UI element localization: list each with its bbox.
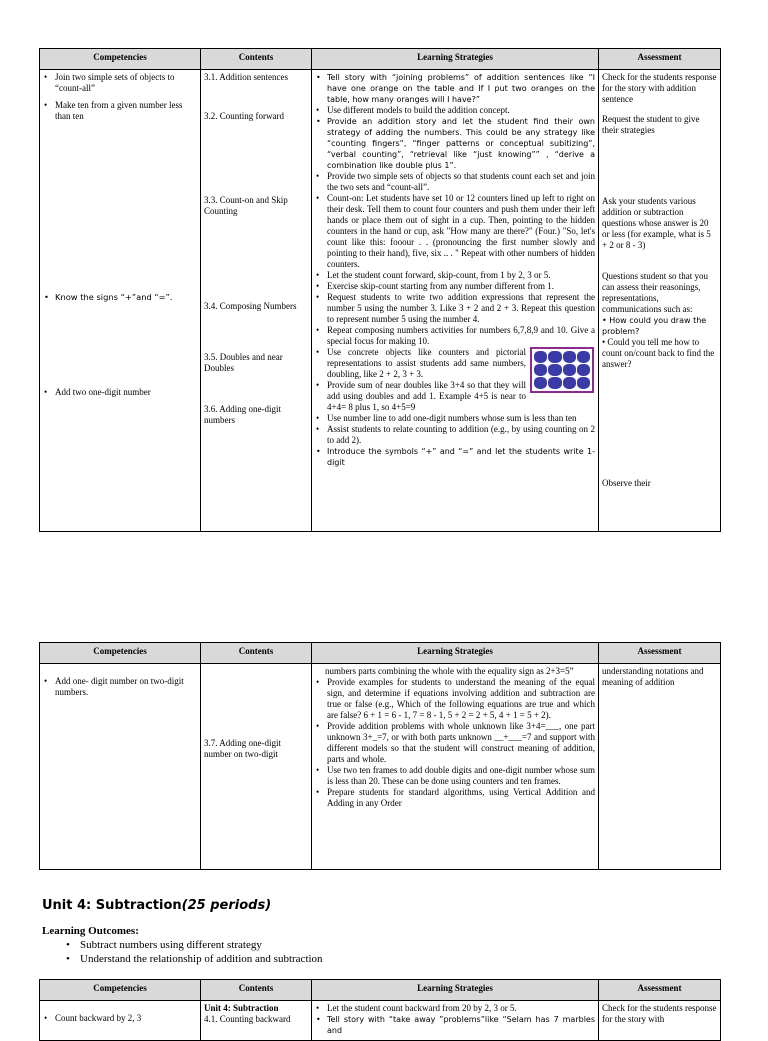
competency-item: • Know the signs “+”and “=”. <box>43 292 197 303</box>
header-competencies: Competencies <box>40 49 201 70</box>
strategy-item: • Provide an addition story and let the student find their own strategy of adding the numbers. This could be any strategy like “counting fingers”, “finger patterns or conceptual subitizing”, “verbal counting”, “retrieval like “just knowing”” , “derive a combination like double plus 1”. <box>315 116 595 171</box>
assessment-cell <box>599 70 721 532</box>
curriculum-table-1 <box>39 48 721 532</box>
header-contents: Contents <box>201 980 312 1001</box>
content-item: 3.3. Count-on and Skip Counting <box>204 195 288 216</box>
curriculum-table-2 <box>39 642 721 870</box>
strategy-item: • Tell story with “take away ”problems”like “Selam has 7 marbles and <box>315 1014 595 1036</box>
content-item: 3.2. Counting forward <box>204 111 284 121</box>
learning-outcomes-label: Learning Outcomes: <box>42 925 139 937</box>
curriculum-table-3 <box>39 979 721 1041</box>
content-item: 3.5. Doubles and near Doubles <box>204 352 283 373</box>
strategy-item: • Repeat composing numbers activities for numbers 6,7,8,9 and 10. Give a special focus for making 10. <box>315 325 595 347</box>
header-contents: Contents <box>201 49 312 70</box>
strategy-item: • Tell story with “joining problems” of addition sentences like “I have one orange on the table and If I put two oranges on the table, how many oranges will I have?” <box>315 72 595 105</box>
header-learning-strategies: Learning Strategies <box>312 980 599 1001</box>
outcome-item: • Understand the relationship of addition and subtraction <box>80 952 323 966</box>
strategy-item: • Prepare students for standard algorithms, using Vertical Addition and Adding in any Order <box>315 787 595 809</box>
content-item: 3.4. Composing Numbers <box>204 301 297 311</box>
assessment-item: Ask your students various addition or subtraction questions whose answer is 20 or less (for example, what is 5 + 2 or 8 - 3) <box>602 196 711 250</box>
assessment-item: Check for the students response for the story with addition sentence <box>602 72 717 104</box>
competency-item: • Add two one-digit number <box>43 387 197 398</box>
strategies-cell <box>312 1001 599 1041</box>
header-competencies: Competencies <box>40 643 201 664</box>
assessment-cell <box>599 1001 721 1041</box>
outcomes-list <box>42 938 323 966</box>
competency-item: • Count backward by 2, 3 <box>43 1013 197 1024</box>
assessment-item: Request the student to give their strategies <box>602 114 700 135</box>
header-competencies: Competencies <box>40 980 201 1001</box>
header-assessment: Assessment <box>599 49 721 70</box>
content-item: 3.6. Adding one-digit numbers <box>204 404 281 425</box>
strategy-item: • Introduce the symbols “+” and “=” and let the students write 1-digit <box>315 446 595 468</box>
header-learning-strategies: Learning Strategies <box>312 49 599 70</box>
strategy-item: • Use two ten frames to add double digits and one-digit number whose sum is less than 20. These can be done using counters and ten frames. <box>315 765 595 787</box>
strategy-item: • Use different models to build the addition concept. <box>315 105 595 116</box>
assessment-item: • How could you draw the problem? <box>602 316 707 336</box>
strategy-item: • Provide sum of near doubles like 3+4 so that they will add using doubles and add 1. Example 4+5 is near to 4+4= 8 plus 1, so 4+5=9 <box>315 380 595 413</box>
strategy-item: • Assist students to relate counting to addition (e.g., by using counting on 2 to add 2). <box>315 424 595 446</box>
unit-heading <box>42 898 271 913</box>
strategy-item: • Provide addition problems with whole unknown like 3+4=___, one part unknown 3+_=7, or with both parts unknown __+___=7 and support with different models so that the student will construct meaning of addition, parts and whole. <box>315 721 595 765</box>
header-contents: Contents <box>201 643 312 664</box>
competencies-cell <box>40 664 201 870</box>
assessment-item: Check for the students response for the story with <box>602 1003 717 1024</box>
strategy-item: • Let the student count forward, skip-count, from 1 by 2, 3 or 5. <box>315 270 595 281</box>
strategy-continued: numbers parts combining the whole with the equality sign as 2+3=5” <box>325 666 574 676</box>
strategies-cell <box>312 664 599 870</box>
strategy-item: • Request students to write two addition expressions that represent the number 5 using the number 3. Like 3 + 2 and 2 + 3. Repeat this question to represent number 5 using the number 4. <box>315 292 595 325</box>
competencies-cell <box>40 70 201 532</box>
assessment-cell <box>599 664 721 870</box>
assessment-item: Questions student so that you can assess their reasonings, representations, communications such as: <box>602 271 708 314</box>
unit-title: Unit 4: Subtraction <box>42 898 182 913</box>
competency-item: • Add one- digit number on two-digit numbers. <box>43 676 197 698</box>
competency-item: • Join two simple sets of objects to “count-all” <box>43 72 197 94</box>
content-unit-title: Unit 4: Subtraction <box>204 1003 279 1013</box>
competencies-cell <box>40 1001 201 1041</box>
content-item: 3.1. Addition sentences <box>204 72 288 82</box>
header-assessment: Assessment <box>599 643 721 664</box>
contents-cell <box>201 664 312 870</box>
assessment-item: • Could you tell me how to count on/count back to find the answer? <box>602 337 715 369</box>
assessment-item: Observe their <box>602 478 651 488</box>
learning-outcomes <box>42 924 323 966</box>
strategy-text: Use concrete objects like counters and pictorial representations to assist students add same numbers, doubling, like 2 + 2, 3 + 3. <box>327 347 526 379</box>
strategy-item: • Let the student count backward from 20 by 2, 3 or 5. <box>315 1003 595 1014</box>
contents-cell <box>201 1001 312 1041</box>
assessment-item: understanding notations and meaning of addition <box>602 666 704 687</box>
unit-periods: (25 periods) <box>181 898 272 913</box>
header-assessment: Assessment <box>599 980 721 1001</box>
outcome-item: • Subtract numbers using different strategy <box>80 938 323 952</box>
content-item: 4.1. Counting backward <box>204 1014 291 1024</box>
strategy-item: • Use number line to add one-digit numbers whose sum is less than ten <box>315 413 595 424</box>
strategies-cell <box>312 70 599 532</box>
strategy-item: • Provide examples for students to understand the meaning of the equal sign, and determine if equations involving addition and subtraction are true or false (e.g., Which of the following equations are true and which are false? 6 + 1 = 6 - 1, 7 = 8 - 1, 5 + 2 = 2 + 5, 4 + 1 = 5 + 2). <box>315 677 595 721</box>
contents-cell <box>201 70 312 532</box>
competency-item: • Make ten from a given number less than ten <box>43 100 197 122</box>
strategy-item: • Exercise skip-count starting from any number different from 1. <box>315 281 595 292</box>
content-item: 3.7. Adding one-digit number on two-digit <box>204 738 281 759</box>
strategy-item: • Count-on: Let students have set 10 or 12 counters lined up left to right on their desk. Tell them to count four counters and push them under their left hands or place them out of sight in a cup. Then, pointing to the hidden counters in the hand or cup, ask "How many are there?" (Four.) "So, let's count like this: fooour . . (pronouncing the first number slowly and pointing to their hand), five, six .. . " Repeat with other numbers of hidden counters. <box>315 193 595 270</box>
strategy-item <box>315 347 595 380</box>
strategy-item: • Provide two simple sets of objects so that students count each set and join the two sets and “count-all”. <box>315 171 595 193</box>
header-learning-strategies: Learning Strategies <box>312 643 599 664</box>
